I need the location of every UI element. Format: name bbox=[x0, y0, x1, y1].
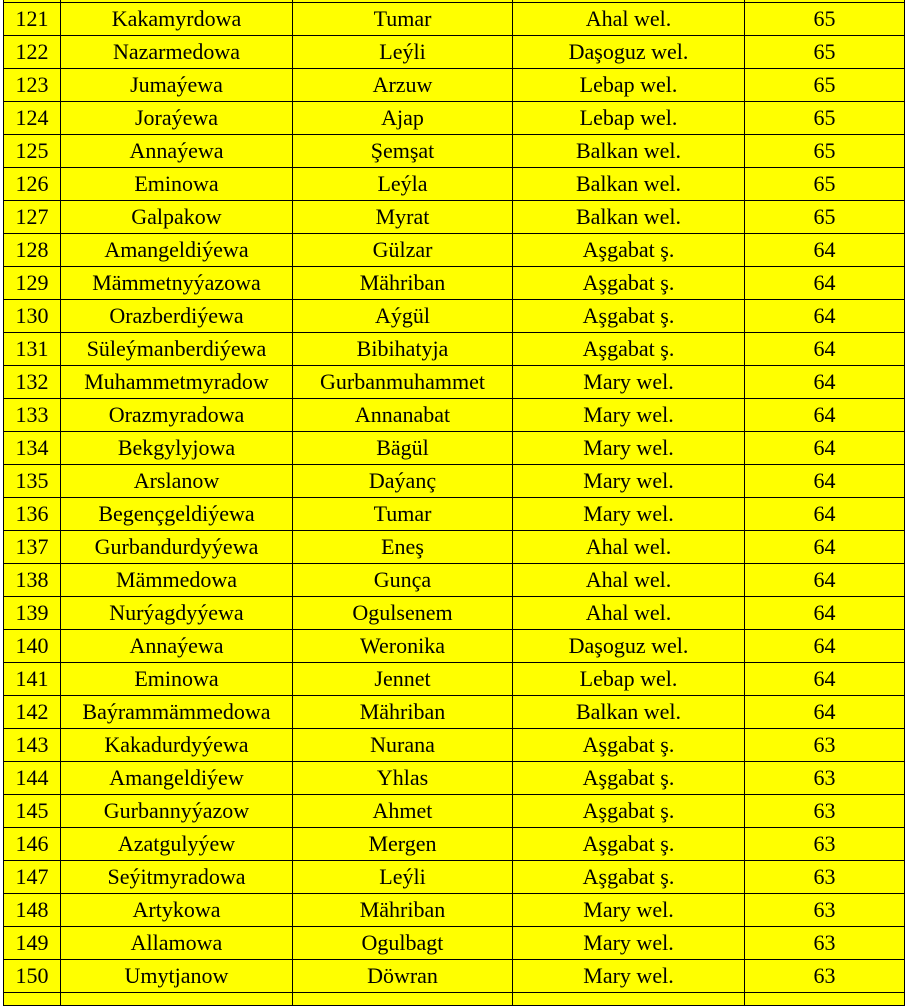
first-name-cell: Döwran bbox=[293, 960, 513, 993]
first-name-cell: Aýgül bbox=[293, 300, 513, 333]
row-number-cell: 134 bbox=[4, 432, 61, 465]
first-name-cell: Tumar bbox=[293, 3, 513, 36]
score-cell: 63 bbox=[745, 828, 905, 861]
surname-cell: Seýitmyradowa bbox=[61, 861, 293, 894]
surname-cell: Jumaýewa bbox=[61, 69, 293, 102]
first-name-cell: Mähriban bbox=[293, 894, 513, 927]
row-number-cell: 121 bbox=[4, 3, 61, 36]
region-cell: Ahal wel. bbox=[513, 597, 745, 630]
first-name-cell: Arzuw bbox=[293, 69, 513, 102]
region-cell: Aşgabat ş. bbox=[513, 861, 745, 894]
table-row bbox=[4, 597, 905, 630]
surname-cell: Azatgulyýew bbox=[61, 828, 293, 861]
surname-cell: Eminowa bbox=[61, 168, 293, 201]
surname-cell: Eminowa bbox=[61, 663, 293, 696]
region-cell: Mary wel. bbox=[513, 960, 745, 993]
row-number-cell: 122 bbox=[4, 36, 61, 69]
surname-cell: Bekgylyjowa bbox=[61, 432, 293, 465]
first-name-cell: Mähriban bbox=[293, 267, 513, 300]
row-number-cell: 140 bbox=[4, 630, 61, 663]
region-cell: Mary wel. bbox=[513, 927, 745, 960]
first-name-cell: Ogulsenem bbox=[293, 597, 513, 630]
row-number-cell: 147 bbox=[4, 861, 61, 894]
first-name-cell: Ahmet bbox=[293, 795, 513, 828]
first-name-cell: Leýli bbox=[293, 36, 513, 69]
score-cell: 64 bbox=[745, 498, 905, 531]
table-row bbox=[4, 102, 905, 135]
surname-cell: Arslanow bbox=[61, 465, 293, 498]
region-cell: Mary wel. bbox=[513, 498, 745, 531]
surname-cell: Joraýewa bbox=[61, 102, 293, 135]
score-cell: 64 bbox=[745, 663, 905, 696]
table-row bbox=[4, 498, 905, 531]
table-row bbox=[4, 564, 905, 597]
region-cell: Lebap wel. bbox=[513, 102, 745, 135]
results-table-body bbox=[4, 0, 905, 1006]
row-number-cell: 144 bbox=[4, 762, 61, 795]
score-cell: 65 bbox=[745, 69, 905, 102]
score-cell: 65 bbox=[745, 168, 905, 201]
table-cell bbox=[513, 993, 745, 1006]
row-number-cell: 126 bbox=[4, 168, 61, 201]
table-row bbox=[4, 135, 905, 168]
table-row bbox=[4, 894, 905, 927]
table-row bbox=[4, 729, 905, 762]
surname-cell: Galpakow bbox=[61, 201, 293, 234]
first-name-cell: Weronika bbox=[293, 630, 513, 663]
surname-cell: Allamowa bbox=[61, 927, 293, 960]
score-cell: 63 bbox=[745, 927, 905, 960]
score-cell: 63 bbox=[745, 762, 905, 795]
first-name-cell: Yhlas bbox=[293, 762, 513, 795]
table-cell bbox=[61, 993, 293, 1006]
first-name-cell: Leýla bbox=[293, 168, 513, 201]
row-number-cell: 137 bbox=[4, 531, 61, 564]
first-name-cell: Annanabat bbox=[293, 399, 513, 432]
table-cell bbox=[745, 993, 905, 1006]
row-number-cell: 125 bbox=[4, 135, 61, 168]
row-number-cell: 135 bbox=[4, 465, 61, 498]
score-cell: 64 bbox=[745, 531, 905, 564]
table-row bbox=[4, 531, 905, 564]
score-cell: 64 bbox=[745, 564, 905, 597]
first-name-cell: Daýanç bbox=[293, 465, 513, 498]
score-cell: 64 bbox=[745, 465, 905, 498]
score-cell: 64 bbox=[745, 333, 905, 366]
table-row bbox=[4, 201, 905, 234]
first-name-cell: Myrat bbox=[293, 201, 513, 234]
region-cell: Mary wel. bbox=[513, 465, 745, 498]
region-cell: Aşgabat ş. bbox=[513, 234, 745, 267]
score-cell: 64 bbox=[745, 399, 905, 432]
score-cell: 64 bbox=[745, 234, 905, 267]
table-row bbox=[4, 333, 905, 366]
surname-cell: Mämmedowa bbox=[61, 564, 293, 597]
table-row bbox=[4, 828, 905, 861]
spreadsheet-sheet bbox=[3, 0, 904, 1006]
table-row bbox=[4, 960, 905, 993]
table-row bbox=[4, 927, 905, 960]
row-number-cell: 136 bbox=[4, 498, 61, 531]
table-row bbox=[4, 267, 905, 300]
score-cell: 65 bbox=[745, 3, 905, 36]
surname-cell: Nazarmedowa bbox=[61, 36, 293, 69]
region-cell: Lebap wel. bbox=[513, 663, 745, 696]
row-number-cell: 148 bbox=[4, 894, 61, 927]
table-row bbox=[4, 366, 905, 399]
region-cell: Mary wel. bbox=[513, 894, 745, 927]
row-number-cell: 143 bbox=[4, 729, 61, 762]
score-cell: 63 bbox=[745, 960, 905, 993]
table-row bbox=[4, 795, 905, 828]
results-table bbox=[3, 0, 905, 1006]
score-cell: 63 bbox=[745, 861, 905, 894]
score-cell: 63 bbox=[745, 795, 905, 828]
region-cell: Mary wel. bbox=[513, 366, 745, 399]
region-cell: Balkan wel. bbox=[513, 168, 745, 201]
surname-cell: Mämmetnyýazowa bbox=[61, 267, 293, 300]
region-cell: Aşgabat ş. bbox=[513, 729, 745, 762]
row-number-cell: 133 bbox=[4, 399, 61, 432]
surname-cell: Artykowa bbox=[61, 894, 293, 927]
score-cell: 65 bbox=[745, 102, 905, 135]
region-cell: Aşgabat ş. bbox=[513, 828, 745, 861]
table-row bbox=[4, 3, 905, 36]
region-cell: Daşoguz wel. bbox=[513, 36, 745, 69]
region-cell: Mary wel. bbox=[513, 432, 745, 465]
row-number-cell: 130 bbox=[4, 300, 61, 333]
surname-cell: Begençgeldiýewa bbox=[61, 498, 293, 531]
score-cell: 64 bbox=[745, 267, 905, 300]
score-cell: 65 bbox=[745, 135, 905, 168]
first-name-cell: Jennet bbox=[293, 663, 513, 696]
score-cell: 65 bbox=[745, 36, 905, 69]
first-name-cell: Mergen bbox=[293, 828, 513, 861]
surname-cell: Annaýewa bbox=[61, 630, 293, 663]
surname-cell: Baýrammämmedowa bbox=[61, 696, 293, 729]
region-cell: Balkan wel. bbox=[513, 696, 745, 729]
first-name-cell: Eneş bbox=[293, 531, 513, 564]
row-number-cell: 142 bbox=[4, 696, 61, 729]
row-number-cell: 139 bbox=[4, 597, 61, 630]
table-row bbox=[4, 432, 905, 465]
score-cell: 64 bbox=[745, 300, 905, 333]
surname-cell: Orazmyradowa bbox=[61, 399, 293, 432]
region-cell: Aşgabat ş. bbox=[513, 333, 745, 366]
first-name-cell: Mähriban bbox=[293, 696, 513, 729]
region-cell: Balkan wel. bbox=[513, 135, 745, 168]
surname-cell: Amangeldiýewa bbox=[61, 234, 293, 267]
surname-cell: Gurbandurdyýewa bbox=[61, 531, 293, 564]
row-number-cell: 146 bbox=[4, 828, 61, 861]
table-row bbox=[4, 663, 905, 696]
row-number-cell: 145 bbox=[4, 795, 61, 828]
table-row bbox=[4, 69, 905, 102]
row-number-cell: 138 bbox=[4, 564, 61, 597]
surname-cell: Muhammetmyradow bbox=[61, 366, 293, 399]
region-cell: Aşgabat ş. bbox=[513, 795, 745, 828]
row-number-cell: 123 bbox=[4, 69, 61, 102]
region-cell: Daşoguz wel. bbox=[513, 630, 745, 663]
row-number-cell: 132 bbox=[4, 366, 61, 399]
table-row bbox=[4, 762, 905, 795]
region-cell: Aşgabat ş. bbox=[513, 300, 745, 333]
first-name-cell: Bägül bbox=[293, 432, 513, 465]
first-name-cell: Gurbanmuhammet bbox=[293, 366, 513, 399]
region-cell: Lebap wel. bbox=[513, 69, 745, 102]
score-cell: 64 bbox=[745, 432, 905, 465]
surname-cell: Orazberdiýewa bbox=[61, 300, 293, 333]
first-name-cell: Ajap bbox=[293, 102, 513, 135]
region-cell: Ahal wel. bbox=[513, 531, 745, 564]
region-cell: Ahal wel. bbox=[513, 564, 745, 597]
first-name-cell: Şemşat bbox=[293, 135, 513, 168]
region-cell: Aşgabat ş. bbox=[513, 762, 745, 795]
surname-cell: Kakadurdyýewa bbox=[61, 729, 293, 762]
table-row bbox=[4, 399, 905, 432]
table-row bbox=[4, 465, 905, 498]
row-number-cell: 124 bbox=[4, 102, 61, 135]
row-number-cell: 131 bbox=[4, 333, 61, 366]
first-name-cell: Gülzar bbox=[293, 234, 513, 267]
table-row bbox=[4, 234, 905, 267]
score-cell: 63 bbox=[745, 894, 905, 927]
first-name-cell: Ogulbagt bbox=[293, 927, 513, 960]
row-number-cell: 141 bbox=[4, 663, 61, 696]
table-row bbox=[4, 300, 905, 333]
surname-cell: Annaýewa bbox=[61, 135, 293, 168]
region-cell: Ahal wel. bbox=[513, 3, 745, 36]
table-row bbox=[4, 861, 905, 894]
first-name-cell: Gunça bbox=[293, 564, 513, 597]
region-cell: Mary wel. bbox=[513, 399, 745, 432]
table-row bbox=[4, 36, 905, 69]
surname-cell: Nurýagdyýewa bbox=[61, 597, 293, 630]
score-cell: 64 bbox=[745, 366, 905, 399]
surname-cell: Amangeldiýew bbox=[61, 762, 293, 795]
surname-cell: Gurbannyýazow bbox=[61, 795, 293, 828]
score-cell: 65 bbox=[745, 201, 905, 234]
score-cell: 64 bbox=[745, 597, 905, 630]
row-number-cell: 149 bbox=[4, 927, 61, 960]
row-number-cell: 128 bbox=[4, 234, 61, 267]
surname-cell: Kakamyrdowa bbox=[61, 3, 293, 36]
surname-cell: Süleýmanberdiýewa bbox=[61, 333, 293, 366]
row-number-cell: 129 bbox=[4, 267, 61, 300]
score-cell: 64 bbox=[745, 696, 905, 729]
score-cell: 63 bbox=[745, 729, 905, 762]
table-cell bbox=[293, 993, 513, 1006]
region-cell: Balkan wel. bbox=[513, 201, 745, 234]
first-name-cell: Bibihatyja bbox=[293, 333, 513, 366]
score-cell: 64 bbox=[745, 630, 905, 663]
table-row bbox=[4, 168, 905, 201]
surname-cell: Umytjanow bbox=[61, 960, 293, 993]
row-number-cell: 127 bbox=[4, 201, 61, 234]
first-name-cell: Leýli bbox=[293, 861, 513, 894]
region-cell: Aşgabat ş. bbox=[513, 267, 745, 300]
clipped-bottom-row bbox=[4, 993, 905, 1006]
table-row bbox=[4, 696, 905, 729]
row-number-cell: 150 bbox=[4, 960, 61, 993]
first-name-cell: Nurana bbox=[293, 729, 513, 762]
first-name-cell: Tumar bbox=[293, 498, 513, 531]
table-row bbox=[4, 630, 905, 663]
table-cell bbox=[4, 993, 61, 1006]
